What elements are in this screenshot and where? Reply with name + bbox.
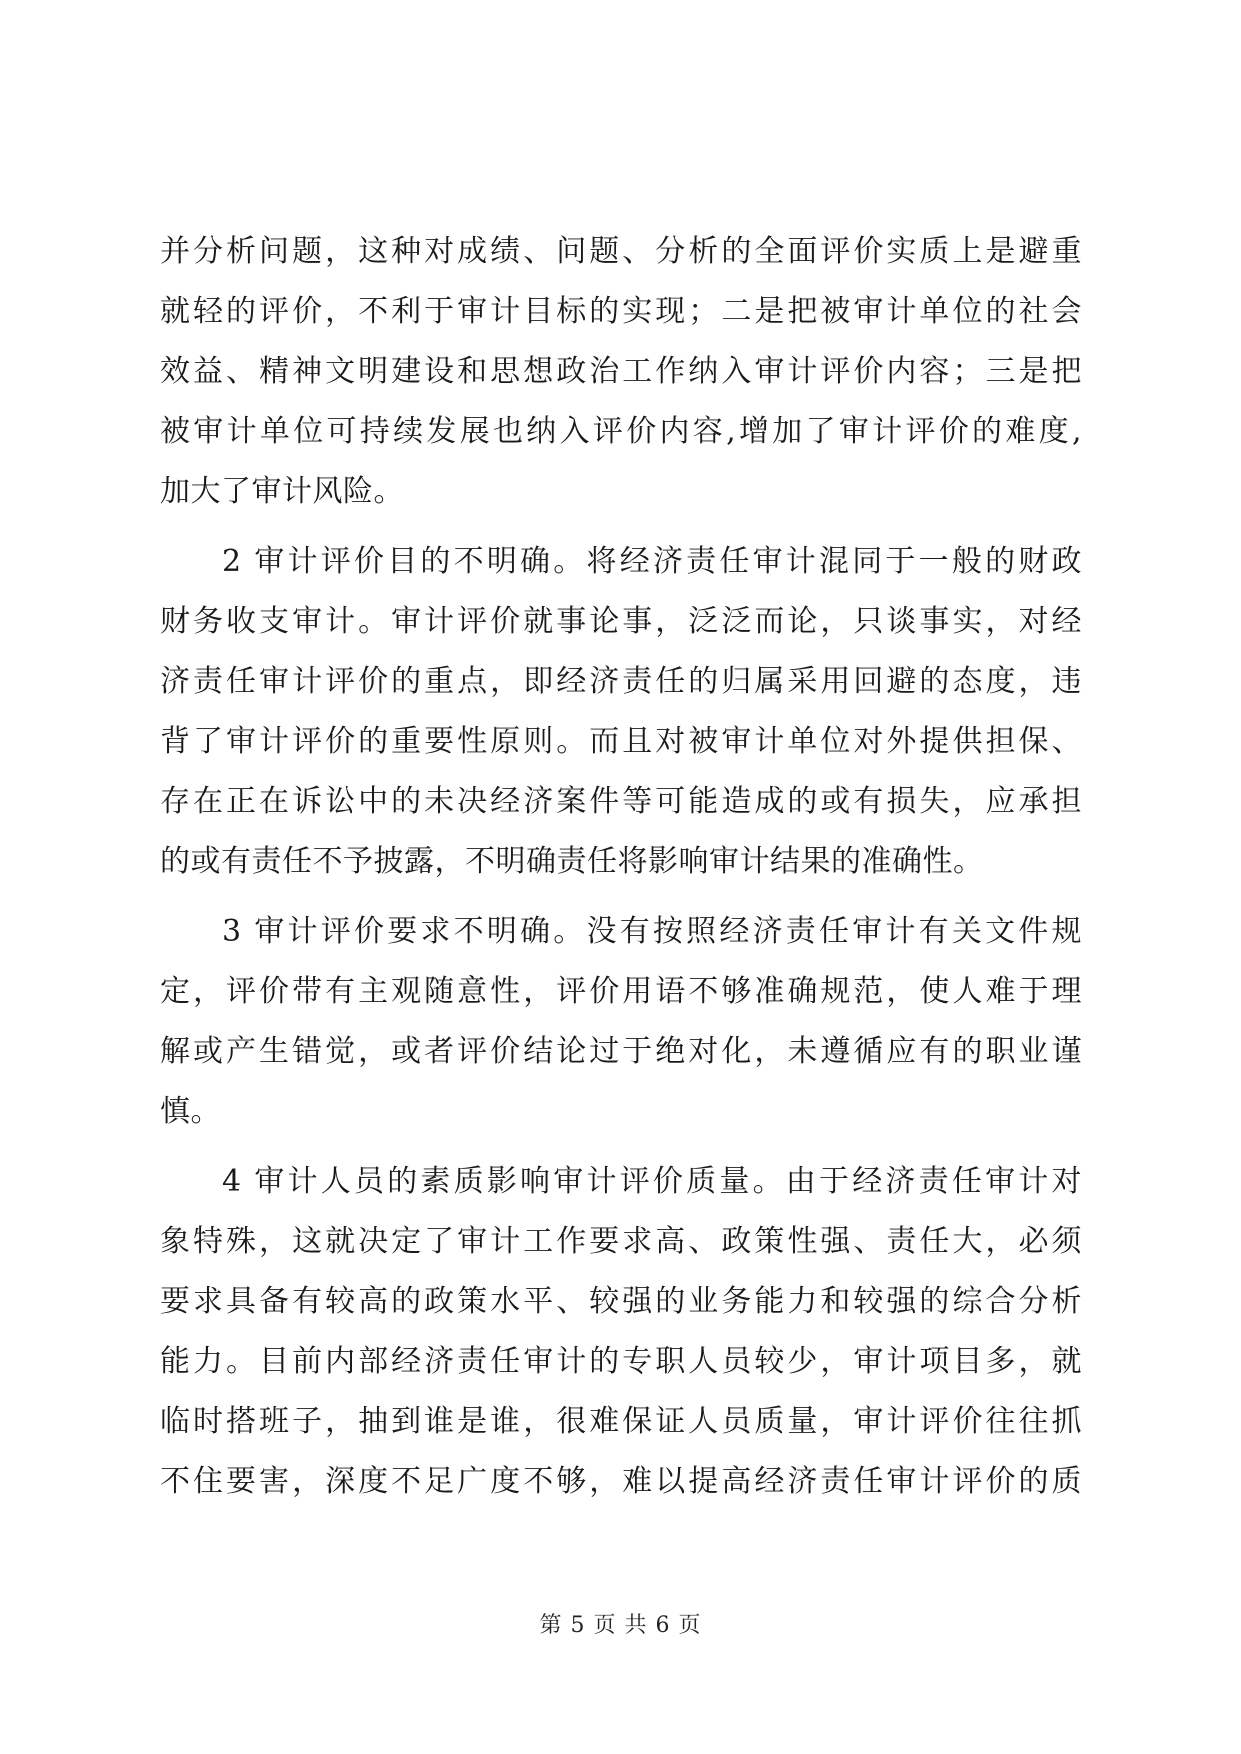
paragraph-1 bbox=[160, 222, 1082, 522]
text-line: 能力。目前内部经济责任审计的专职人员较少，审计项目多，就 bbox=[160, 1344, 1082, 1379]
text-line: 4 审计人员的素质影响审计评价质量。由于经济责任审计对 bbox=[222, 1164, 1082, 1199]
paragraph-4 bbox=[160, 1152, 1082, 1512]
text-line: 济责任审计评价的重点，即经济责任的归属采用回避的态度，违 bbox=[160, 664, 1082, 699]
text-line: 2 审计评价目的不明确。将经济责任审计混同于一般的财政 bbox=[222, 544, 1082, 579]
page-footer: 第 5 页 共 6 页 bbox=[539, 1613, 702, 1638]
text-line: 被审计单位可持续发展也纳入评价内容,增加了审计评价的难度, bbox=[160, 414, 1082, 449]
text-line: 临时搭班子，抽到谁是谁，很难保证人员质量，审计评价往往抓 bbox=[160, 1404, 1082, 1439]
text-line: 背了审计评价的重要性原则。而且对被审计单位对外提供担保、 bbox=[160, 724, 1082, 759]
text-line: 慎。 bbox=[160, 1094, 221, 1129]
text-line: 3 审计评价要求不明确。没有按照经济责任审计有关文件规 bbox=[222, 914, 1082, 949]
text-line: 效益、精神文明建设和思想政治工作纳入审计评价内容；三是把 bbox=[160, 354, 1082, 389]
text-line: 的或有责任不予披露，不明确责任将影响审计结果的准确性。 bbox=[160, 844, 984, 879]
text-line: 加大了审计风险。 bbox=[160, 474, 404, 509]
text-line: 存在正在诉讼中的未决经济案件等可能造成的或有损失，应承担 bbox=[160, 784, 1082, 819]
paragraph-3 bbox=[160, 902, 1082, 1142]
text-line: 解或产生错觉，或者评价结论过于绝对化，未遵循应有的职业谨 bbox=[160, 1034, 1082, 1069]
text-line: 定，评价带有主观随意性，评价用语不够准确规范，使人难于理 bbox=[160, 974, 1082, 1009]
text-line: 象特殊，这就决定了审计工作要求高、政策性强、责任大，必须 bbox=[160, 1224, 1082, 1259]
text-line: 财务收支审计。审计评价就事论事，泛泛而论，只谈事实，对经 bbox=[160, 604, 1082, 639]
text-line: 就轻的评价，不利于审计目标的实现；二是把被审计单位的社会 bbox=[160, 294, 1082, 329]
text-line: 不住要害，深度不足广度不够，难以提高经济责任审计评价的质 bbox=[160, 1464, 1082, 1499]
document-body bbox=[160, 222, 1082, 1512]
paragraph-2 bbox=[160, 532, 1082, 892]
text-line: 要求具备有较高的政策水平、较强的业务能力和较强的综合分析 bbox=[160, 1284, 1082, 1319]
text-line: 并分析问题，这种对成绩、问题、分析的全面评价实质上是避重 bbox=[160, 234, 1082, 269]
